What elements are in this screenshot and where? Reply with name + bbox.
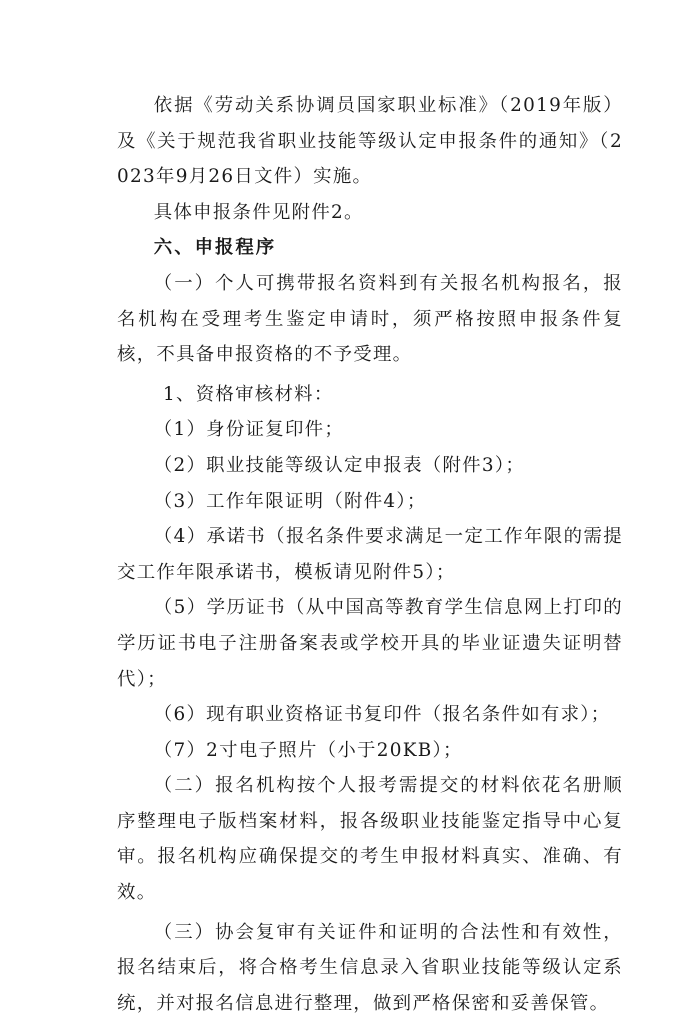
paragraph-basis: 依据《劳动关系协调员国家职业标准》（2019年版）及《关于规范我省职业技能等级认定申报条件的通知》（2023年9月26日文件）实施。 <box>117 95 623 188</box>
list-item-commitment: （4）承诺书（报名条件要求满足一定工作年限的需提交工作年限承诺书，模板请见附件5）； <box>117 526 623 583</box>
list-item-certificate-copy: （6）现有职业资格证书复印件（报名条件如有求）； <box>153 704 611 726</box>
paragraph-materials-title: 1、资格审核材料： <box>163 383 334 405</box>
paragraph-step-2: （二）报名机构按个人报考需提交的材料依花名册顺序整理电子版档案材料，报各级职业技能鉴定指导中心复审。报名机构应确保提交的考生申报材料真实、准确、有效。 <box>117 775 623 904</box>
paragraph-step-1: （一）个人可携带报名资料到有关报名机构报名，报名机构在受理考生鉴定申请时，须严格按照申报条件复核，不具备申报资格的不予受理。 <box>117 272 623 366</box>
paragraph-step-3: （三）协会复审有关证件和证明的合法性和有效性，报名结束后，将合格考生信息录入省职业技能等级认定系统，并对报名信息进行整理，做到严格保密和妥善保管。 <box>117 921 623 1014</box>
list-item-application-form: （2）职业技能等级认定申报表（附件3）； <box>153 454 526 476</box>
list-item-work-proof: （3）工作年限证明（附件4）； <box>153 490 427 512</box>
list-item-id-copy: （1）身份证复印件； <box>153 419 345 441</box>
document-body <box>117 88 623 1021</box>
list-item-diploma: （5）学历证书（从中国高等教育学生信息网上打印的学历证书电子注册备案表或学校开具的毕业证遗失证明替代）； <box>117 597 623 690</box>
list-item-photo: （7）2寸电子照片（小于20KB）； <box>153 739 463 761</box>
section-heading: 六、申报程序 <box>153 237 277 259</box>
paragraph-conditions-ref: 具体申报条件见附件2。 <box>153 201 364 223</box>
